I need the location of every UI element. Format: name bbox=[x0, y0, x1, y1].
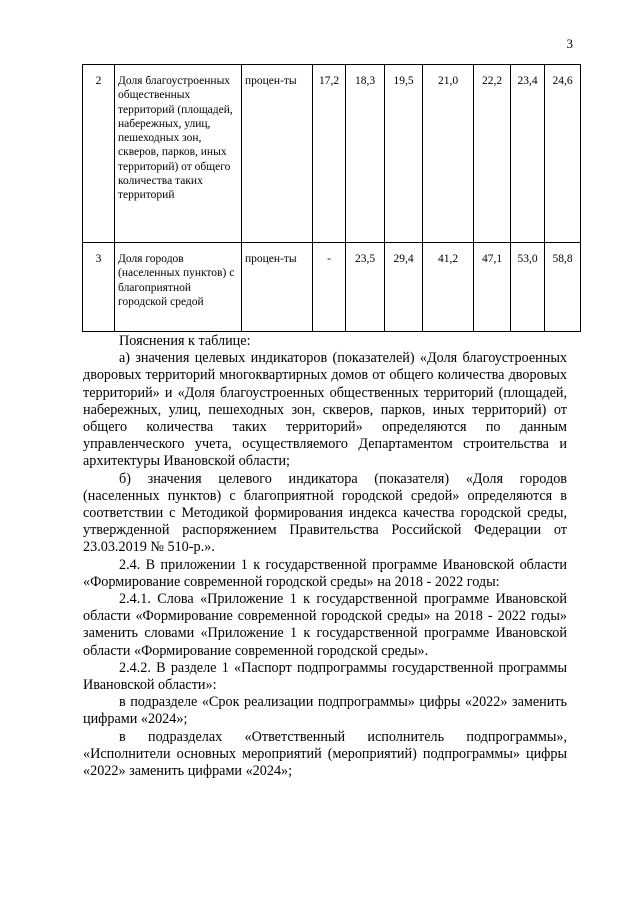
value-cell: 29,4 bbox=[385, 243, 423, 332]
row-number: 3 bbox=[83, 243, 115, 332]
value-cell: 22,2 bbox=[474, 65, 511, 243]
table-row bbox=[83, 65, 581, 243]
paragraph: а) значения целевых индикаторов (показателей) «Доля благоустроенных дворовых территорий многоквартирных домов от общего количества дворовых территорий» и «Доля благоустроенных общественных территорий (площадей, набережных, улиц, пешеходных зон, скверов, парков, иных территорий) от общего количества таких территорий» определяются по данным управленческого учета, осуществляемого Департаментом строительства и архитектуры Ивановской области; bbox=[83, 350, 567, 470]
paragraph: в подразделе «Срок реализации подпрограммы» цифры «2022» заменить цифрами «2024»; bbox=[83, 694, 567, 728]
notes-heading: Пояснения к таблице: bbox=[119, 333, 251, 349]
value-cell: 24,6 bbox=[545, 65, 581, 243]
value-cell: 53,0 bbox=[511, 243, 545, 332]
indicators-table bbox=[82, 64, 581, 332]
value-cell: 18,3 bbox=[346, 65, 385, 243]
value-cell: 21,0 bbox=[423, 65, 474, 243]
paragraph: 2.4.1. Слова «Приложение 1 к государственной программе Ивановской области «Формирование современной городской среды» на 2018 - 2022 годы» заменить словами «Приложение 1 к государственной программе Ивановской области «Формирование современной городской среды». bbox=[83, 591, 567, 659]
value-cell: 23,4 bbox=[511, 65, 545, 243]
paragraph: в подразделах «Ответственный исполнитель подпрограммы», «Исполнители основных мероприятий (мероприятий) подпрограммы» цифры «2022» заменить цифрами «2024»; bbox=[83, 728, 567, 780]
unit-cell: процен-ты bbox=[242, 243, 313, 332]
paragraph: 2.4.2. В разделе 1 «Паспорт подпрограммы государственной программы Ивановской области»: bbox=[83, 659, 567, 694]
table-row bbox=[83, 243, 581, 332]
value-cell: 41,2 bbox=[423, 243, 474, 332]
value-cell: 23,5 bbox=[346, 243, 385, 332]
value-cell: 58,8 bbox=[545, 243, 581, 332]
value-cell: 17,2 bbox=[313, 65, 346, 243]
value-cell: 47,1 bbox=[474, 243, 511, 332]
notes-section bbox=[83, 333, 567, 780]
value-cell: - bbox=[313, 243, 346, 332]
paragraph: б) значения целевого индикатора (показателя) «Доля городов (населенных пунктов) с благоприятной городской средой» определяются в соответствии с Методикой формирования индекса качества городской среды, утвержденной распоряжением Правительства Российской Федерации от 23.03.2019 № 510-р.». bbox=[83, 470, 567, 556]
page-number: 3 bbox=[566, 36, 573, 51]
indicator-name: Доля городов (населенных пунктов) с благоприятной городской средой bbox=[115, 243, 242, 332]
row-number: 2 bbox=[83, 65, 115, 243]
paragraph: 2.4. В приложении 1 к государственной программе Ивановской области «Формирование современной городской среды» на 2018 - 2022 годы: bbox=[83, 556, 567, 590]
value-cell: 19,5 bbox=[385, 65, 423, 243]
indicator-name: Доля благоустроенных общественных территорий (площадей, набережных, улиц, пешеходных зон, скверов, парков, иных территорий) от общего количества таких территорий bbox=[115, 65, 242, 243]
unit-cell: процен-ты bbox=[242, 65, 313, 243]
